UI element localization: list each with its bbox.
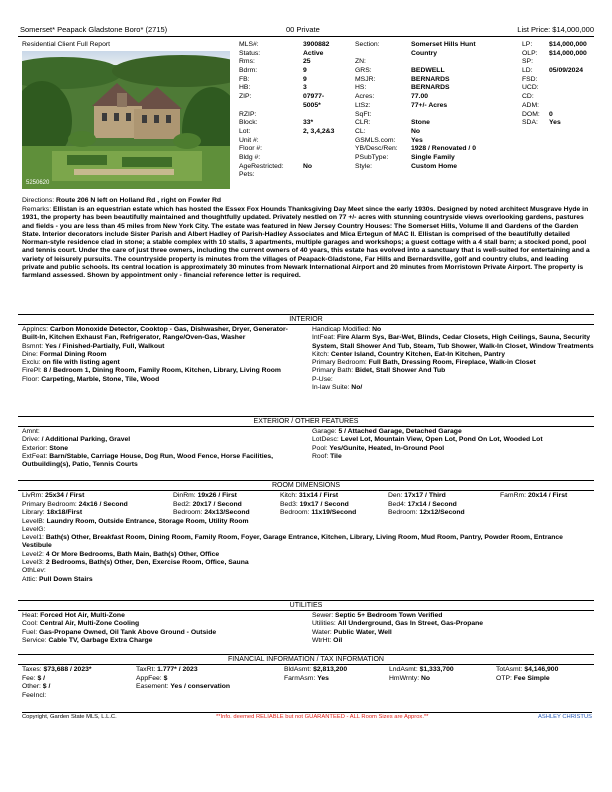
detail-row [239, 67, 334, 76]
room-dimension: Bedroom: 12x12/Second [388, 509, 465, 516]
detail-value: Stone [411, 119, 430, 127]
detail-value: 3 [303, 84, 307, 92]
detail-row [355, 128, 476, 137]
room-dimension: Bedroom: 24x13/Second [173, 509, 250, 516]
detail-row [522, 41, 587, 50]
lot-description: LotDesc: Level Lot, Mountain View, Open Lot, Pond On Lot, Wooded Lot [312, 436, 543, 444]
roof: Roof: Tile [312, 452, 342, 460]
detail-row [239, 145, 334, 154]
detail-label: SqFt: [355, 110, 372, 118]
detail-label: Rms: [239, 58, 255, 66]
detail-label: PSubType: [355, 153, 389, 161]
property-photo [22, 51, 230, 189]
utility-field: WtrHt: Oil [312, 636, 343, 644]
detail-value: Single Family [411, 153, 455, 161]
detail-row [355, 145, 476, 154]
detail-row [355, 41, 476, 50]
detail-label: Floor #: [239, 145, 263, 153]
detail-label: ZIP: [239, 93, 252, 101]
level-1: Level1: Bath(s) Other, Breakfast Room, Dining Room, Family Room, Foyer, Garage Entrance, Kitchen, Library, Living Room, Mud Room, Pantry, Powder Room, Entrance Vestibule [22, 534, 563, 550]
listing-details-col2 [355, 41, 476, 171]
detail-label: DOM: [522, 110, 540, 118]
room-dimension: DinRm: 19x26 / First [173, 492, 237, 499]
detail-label: LtSz: [355, 101, 371, 109]
room-dimension: LivRm: 25x34 / First [22, 492, 85, 499]
level-g: LevelG: [22, 525, 46, 533]
footer [22, 712, 592, 720]
detail-label: CLR: [355, 119, 371, 127]
detail-label: HS: [355, 84, 367, 92]
detail-label: CL: [355, 127, 366, 135]
agent-name: ASHLEY CHRISTUS [537, 714, 592, 720]
room-dimensions [22, 492, 594, 584]
detail-row [522, 93, 587, 102]
detail-row [239, 102, 334, 111]
other-level: OthLev: [22, 567, 46, 575]
room-dimension: Kitch: 31x14 / First [280, 492, 339, 499]
flooring: Floor: Carpeting, Marble, Stone, Tile, Wood [22, 375, 160, 383]
detail-value: 1928 / Renovated / 0 [411, 145, 476, 153]
detail-label: OLP: [522, 49, 538, 57]
detail-row [522, 50, 587, 59]
detail-row [355, 58, 476, 67]
detail-row [522, 76, 587, 85]
photo-id: 5250620 [26, 180, 50, 186]
disclaimer: **Info. deemed RELIABLE but not GUARANTEED - ALL Room Sizes are Approx.** [216, 714, 429, 720]
detail-label: Unit #: [239, 136, 259, 144]
list-price-header: List Price: $14,000,000 [517, 25, 594, 34]
detail-value: 33* [303, 119, 314, 127]
detail-row [239, 50, 334, 59]
detail-row [355, 102, 476, 111]
detail-row [355, 154, 476, 163]
detail-row [355, 163, 476, 172]
detail-row [355, 93, 476, 102]
detail-label: FSD: [522, 75, 538, 83]
financial-field: Other: $ / [22, 683, 51, 690]
detail-value: Custom Home [411, 162, 458, 170]
room-dimension: Den: 17x17 / Third [388, 492, 446, 499]
dining: Dine: Formal Dining Room [22, 350, 107, 358]
detail-value: 9 [303, 67, 307, 75]
level-b: LevelB: Laundry Room, Outside Entrance, Storage Room, Utility Room [22, 517, 249, 525]
detail-value: BERNARDS [411, 84, 450, 92]
detail-row [355, 119, 476, 128]
detail-value: $14,000,000 [549, 49, 587, 57]
primary-bedroom: Primary Bedroom: Full Bath, Dressing Room, Fireplace, Walk-in Closet [312, 359, 536, 367]
detail-row [239, 76, 334, 85]
kitchen: Kitch: Center Island, Country Kitchen, Eat-In Kitchen, Pantry [312, 350, 505, 358]
utility-field: Heat: Forced Hot Air, Multi-Zone [22, 612, 125, 619]
detail-label: YB/Desc/Ren: [355, 145, 398, 153]
in-law-suite: In-law Suite: No/ [312, 384, 363, 392]
detail-row [239, 119, 334, 128]
attic: Attic: Pull Down Stairs [22, 575, 93, 583]
detail-row [239, 93, 334, 102]
appliances: Applncs: Carbon Monoxide Detector, Cooktop - Gas, Dishwasher, Dryer, Generator-Built-In, Kitchen Exhaust Fan, Refrigerator, Range/Oven-Gas, Washer [22, 326, 288, 342]
financial-field: TotAsmt: $4,146,900 [496, 666, 559, 673]
amenities: Amnt: [22, 428, 40, 435]
section-rooms: ROOM DIMENSIONS [18, 480, 594, 491]
detail-label: MLS#: [239, 41, 259, 48]
detail-label: GRS: [355, 67, 372, 75]
section-exterior: EXTERIOR / OTHER FEATURES [18, 416, 594, 427]
detail-row [239, 128, 334, 137]
detail-value: 3900882 [303, 41, 330, 48]
detail-value: Active [303, 49, 324, 57]
room-dimension: Bed2: 20x17 / Second [173, 500, 242, 508]
basement: Bsmnt: Yes / Finished-Partially, Full, Walkout [22, 342, 165, 350]
section-financial: FINANCIAL INFORMATION / TAX INFORMATION [18, 654, 594, 665]
detail-value: 25 [303, 58, 311, 66]
detail-row [522, 58, 587, 67]
property-photo-image [22, 51, 230, 189]
exterior-left [22, 428, 302, 469]
detail-row [522, 111, 587, 120]
garage: Garage: 5 / Attached Garage, Detached Garage [312, 428, 462, 435]
listing-details-col1 [239, 41, 334, 180]
section-utilities: UTILITIES [18, 600, 594, 611]
detail-value: Yes [549, 119, 561, 127]
detail-label: Bldg #: [239, 153, 261, 161]
financial-info [22, 666, 594, 700]
detail-value: Yes [411, 136, 423, 144]
listing-details-col3 [522, 41, 587, 128]
pool: Pool: Yes/Gunite, Heated, In-Ground Pool [312, 444, 445, 452]
utility-field: Sewer: Septic 5+ Bedroom Town Verified [312, 612, 443, 619]
financial-field: HmWrnty: No [389, 674, 431, 682]
detail-value: Somerset Hills Hunt [411, 41, 476, 48]
detail-row [355, 50, 476, 59]
detail-value: 2, 3,4,2&3 [303, 127, 335, 135]
financial-field: AppFee: $ [136, 674, 168, 682]
exterior-features: ExtFeat: Barn/Stable, Carriage House, Dog Run, Wood Fence, Horse Facilities, Outbuilding(s), Patio, Tennis Courts [22, 452, 274, 469]
private-label: 00 Private [286, 25, 320, 34]
copyright: Copyright, Garden State MLS, L.L.C. [22, 714, 117, 720]
detail-value: Country [411, 49, 438, 57]
primary-bath: Primary Bath: Bidet, Stall Shower And Tub [312, 367, 446, 375]
interior-right [312, 326, 594, 392]
room-dimension: FamRm: 20x14 / First [500, 492, 568, 499]
detail-row [355, 67, 476, 76]
financial-field: BldAsmt: $2,813,200 [284, 666, 348, 673]
detail-label: Block: [239, 119, 258, 127]
detail-label: AgeRestricted: [239, 162, 284, 170]
directions-value: Route 206 N left on Holland Rd , right on Fowler Rd [56, 197, 222, 204]
detail-label: ADM: [522, 101, 539, 109]
detail-row [522, 102, 587, 111]
detail-row [522, 67, 587, 76]
remarks [22, 206, 592, 280]
utilities-left [22, 612, 302, 645]
financial-field: TaxRt: 1.777* / 2023 [136, 666, 198, 673]
utility-field: Service: Cable TV, Garbage Extra Charge [22, 636, 153, 644]
detail-value: 9 [303, 75, 307, 83]
directions [22, 197, 221, 204]
detail-value: No [303, 162, 313, 170]
detail-label: SDA: [522, 119, 538, 127]
room-dimension: Primary Bedroom: 24x16 / Second [22, 500, 128, 508]
detail-value: 5005* [303, 101, 321, 109]
interior-features: IntFeat: Fire Alarm Sys, Bar-Wet, Blinds, Cedar Closets, High Ceilings, Sauna, Security System, Stall Shower And Tub, Steam, Tub Shower, Walk-In Closet, Window Treatments [312, 334, 594, 350]
detail-label: GSMLS.com: [355, 136, 396, 144]
detail-label: UCD: [522, 84, 539, 92]
detail-row [239, 137, 334, 146]
remarks-label: Remarks: [22, 206, 52, 213]
room-dimension: Bed4: 17x14 / Second [388, 500, 457, 508]
exclusions: Exclu: on file with listing agent [22, 359, 120, 367]
detail-row [355, 76, 476, 85]
detail-row [239, 111, 334, 120]
detail-label: ZN: [355, 58, 366, 66]
utility-field: Cool: Central Air, Multi-Zone Cooling [22, 620, 140, 628]
detail-label: SP: [522, 58, 533, 66]
detail-label: CD: [522, 93, 534, 101]
directions-label: Directions: [22, 197, 55, 204]
detail-value: 77+/- Acres [411, 101, 448, 109]
detail-value: 77.00 [411, 93, 429, 101]
financial-field: OTP: Fee Simple [496, 674, 550, 682]
financial-field: Easement: Yes / conservation [136, 683, 231, 690]
detail-value: BEDWELL [411, 67, 445, 75]
detail-row [355, 84, 476, 93]
interior-left [22, 326, 302, 384]
detail-label: LP: [522, 41, 533, 48]
detail-row [522, 119, 587, 128]
detail-label: MSJR: [355, 75, 376, 83]
room-dimension: Bed3: 19x17 / Second [280, 500, 349, 508]
level-2: Level2: 4 Or More Bedrooms, Bath Main, Bath(s) Other, Office [22, 550, 220, 558]
detail-value: 0 [549, 110, 553, 118]
detail-value: 07977- [303, 93, 325, 101]
detail-label: LD: [522, 67, 533, 75]
detail-label: Pets: [239, 171, 255, 179]
exterior-right [312, 428, 594, 461]
exterior-material: Exterior: Stone [22, 444, 69, 452]
utility-field: Fuel: Gas-Propane Owned, Oil Tank Above Ground - Outside [22, 628, 217, 636]
utility-field: Utilities: All Underground, Gas In Street, Gas-Propane [312, 620, 484, 628]
detail-row [522, 84, 587, 93]
detail-row [239, 58, 334, 67]
detail-value: BERNARDS [411, 75, 450, 83]
remarks-value: Ellistan is an equestrian estate which has hosted the Essex Fox Hounds Thanksgiving Day Meet since the early 1930s. Designed by noted architect Musgrave Hyde in 1931, the property has been beautifully maintained and thoughtfully updated. Privately nestled on 77 +/- acres with stunning countryside views overlooking gardens, pastures and fields - you are less than 45 miles from New York City. The estate was featured in New Jersey Country Houses: The Somerset Hills, Volume II and Gardens of the Garden State. Interior decorators include Sister Parish and Albert Hadley of Parish-Hadley Associates and Mica Ertegun of MAC II. Ellistan is comprised of the beautifully detailed Norman-style residence clad in stone; a stable complex with 10 stalls, 3 apartments, multiple garages and workshops; a guest cottage with a 4 stall barn; a stocked pond, pool and tennis court. Under the care of just three owners, including the current owners of 40 years, this estate has evolved into a sanctuary that is well-suited for entertaining and a variety of leisurely pursuits. The countryside property is minutes from the villages of Peapack-Gladstone, Far Hills and Bernardsville, golf and country clubs, and leading private and public schools. Its central location is approximately 30 minutes from Newark International Airport and 20 minutes from Morristown Private Airport. The property is farmland assessed. Shown by appointment only - financial reference letter is required. [22, 206, 590, 279]
detail-label: Bdrm: [239, 67, 258, 75]
fireplaces: FirePl: 8 / Bedroom 1, Dining Room, Family Room, Kitchen, Library, Living Room [22, 367, 281, 375]
detail-row [239, 84, 334, 93]
detail-value: $14,000,000 [549, 41, 587, 48]
financial-field: FarmAsm: Yes [284, 674, 329, 682]
room-dimension: Bedroom: 11x19/Second [280, 509, 357, 516]
utility-field: Water: Public Water, Well [312, 628, 392, 636]
detail-label: FB: [239, 75, 250, 83]
utilities-right [312, 612, 594, 645]
p-use: P-Use: [312, 375, 333, 383]
financial-field: LndAsmt: $1,333,700 [389, 666, 454, 673]
detail-label: Section: [355, 41, 380, 48]
report-header [18, 22, 594, 37]
detail-row [239, 41, 334, 50]
handicap-modified: Handicap Modified: No [312, 326, 382, 333]
detail-row [239, 154, 334, 163]
detail-value: No [411, 127, 421, 135]
detail-row [239, 171, 334, 180]
financial-field: Taxes: $73,688 / 2023* [22, 666, 92, 673]
detail-label: HB: [239, 84, 251, 92]
driveway: Drive: / Additional Parking, Gravel [22, 436, 131, 444]
room-dimension: Library: 18x18/First [22, 509, 83, 516]
property-address: Somerset* Peapack Gladstone Boro* (2715) [20, 25, 168, 34]
detail-row [239, 163, 334, 172]
detail-label: Status: [239, 49, 261, 57]
detail-value: 05/09/2024 [549, 67, 584, 75]
detail-row [355, 111, 476, 120]
detail-row [355, 137, 476, 146]
detail-label: Style: [355, 162, 372, 170]
fee-includes: FeeIncl: [22, 691, 47, 699]
section-interior: INTERIOR [18, 314, 594, 325]
level-3: Level3: 2 Bedrooms, Bath(s) Other, Den, Exercise Room, Office, Sauna [22, 558, 249, 566]
financial-field: Fee: $ / [22, 674, 46, 682]
detail-label: Acres: [355, 93, 375, 101]
detail-label: Lot: [239, 127, 251, 135]
report-title: Residential Client Full Report [22, 41, 111, 48]
detail-label: RZIP: [239, 110, 257, 118]
